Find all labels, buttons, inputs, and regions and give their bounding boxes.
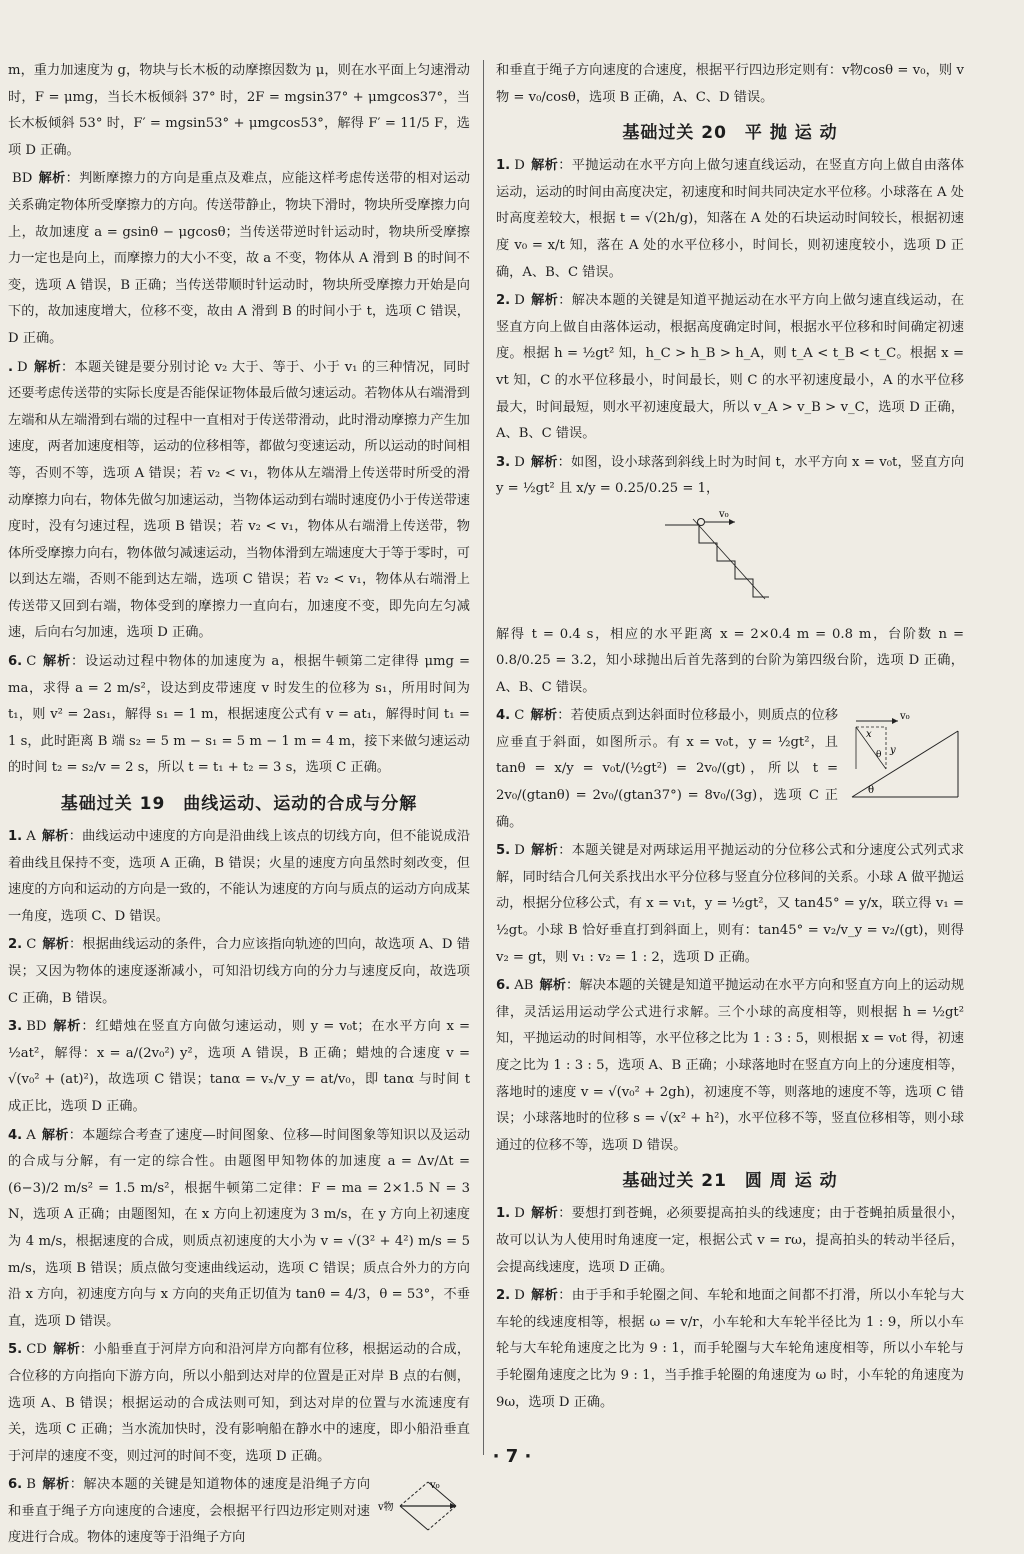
- items-b: [8, 824, 470, 1552]
- answer-item: . D 解析：本题关键是要分别讨论 v₂ 大于、等于、小于 v₁ 的三种情况，同时还要考虑传送带的实际长度是否能保证物体最后做匀速运动。若物体从右端滑到左端和从左端滑到右端的过程中一直相对于传送带滑动，此时滑动摩擦力产生加速度，两者加速度相等，运动的位移相等，都做匀变速运动，所以运动的时间相等，否则不等，选项 A 错误；若 v₂ < v₁，物体从左端滑上传送带时所受的滑动摩擦力向右，物体先做匀加速运动，当物体运动到右端时速度仍小于传送带速度时，没有匀速过程，选项 B 错误；若 v₂ < v₁，物体从右端滑上传送带，物体所受摩擦力向右，物体做匀减速运动，当物体滑到左端速度大于等于零时，可以到达左端，否则不能到达左端，选项 C 错误；若 v₂ < v₁，物体从右端滑上传送带又回到右端，物体受到的摩擦力一直向右，加速度不变，即先向左匀减速，后向右匀加速，选项 D 正确。: [8, 359, 471, 641]
- answer-item: v₀ x y θ θ 4. C 解析：若使质点到达斜面时位移最小，则质点的位移应垂直于斜面，如图所示。有 x = v₀t，y = ½gt²，且 tanθ = x/y = v₀t/(½gt²) = 2v₀/(gt)，所以 t = 2v₀/(gtanθ) = 2v₀/(gtan37°) = 8v₀/(3g)，选项 C 正确。: [496, 703, 964, 836]
- rope-velocity-figure: [378, 1476, 470, 1536]
- answer-item: 6. C 解析：设运动过程中物体的加速度为 a，根据牛顿第二定律得 μmg = ma，求得 a = 2 m/s²，设达到皮带速度 v 时发生的位移为 s₁，所用时间为 t₁，则 v² = 2as₁，解得 s₁ = 1 m，根据速度公式有 v = at₁，解得时间 t₁ = 1 s，此时距离 B 端 s₂ = 5 m − s₁ = 5 m − 1 m = 4 m，接下来做匀速运动的时间 t₂ = s₂/v = 2 s，所以 t = t₁ + t₂ = 3 s，选项 C 正确。: [8, 654, 471, 776]
- answer-item: 2. D 解析：解决本题的关键是知道平抛运动在水平方向上做匀速直线运动，在竖直方向上做自由落体运动，根据高度确定时间，根据水平位移和时间确定初速度。根据 h = ½gt² 知，h_C > h_B > h_A，则 t_A < t_B < t_C。根据 x = vt 知，C 的水平位移最小，时间最长，则 C 的水平初速度最小，A 的水平位移最大，时间最短，则水平初速度最大，所以 v_A > v_B > v_C，选项 D 正确，A、B、C 错误。: [496, 293, 965, 442]
- answer-item: 3. D 解析：如图，设小球落到斜线上时为时间 t，水平方向 x = v₀t，竖直方向 y = ½gt² 且 x/y = 0.25/0.25 = 1，: [496, 454, 965, 497]
- incline-figure: [846, 707, 964, 803]
- svg-text:x: x: [866, 729, 872, 741]
- answer-item: 6. AB 解析：解决本题的关键是知道平抛运动在水平方向和竖直方向上的运动规律，灵活运用运动学公式进行求解。三个小球的高度相等，则根据 h = ½gt² 知，平抛运动的时间相等，水平位移之比为 1 : 3 : 5，则根据 x = v₀t 得，初速度之比为 1 : 3 : 5，选项 A、B 正确；小球落地时在竖直方向上的分速度相等，落地时的速度 v = √(v₀² + 2gh)，初速度不等，则落地的速度不等，选项 C 错误；小球落地时的位移 s = √(x² + h²)，水平位移不等，竖直位移相等，则小球通过的位移不等，选项 D 错误。: [496, 978, 965, 1153]
- answer-item: 1. D 解析：要想打到苍蝇，必须要提高拍头的线速度；由于苍蝇拍质量很小，故可以认为人使用时角速度一定，根据公式 v = rω，提高拍头的转动半径后，会提高线速度，选项 D 正确。: [496, 1206, 965, 1275]
- continued-paragraph: 和垂直于绳子方向速度的合速度，根据平行四边形定则有：v物cosθ = v₀，则 v物 = v₀/cosθ，选项 B 正确，A、C、D 错误。: [496, 63, 964, 105]
- section-title-21: 基础过关 21 圆 周 运 动: [622, 1171, 838, 1192]
- svg-text:y: y: [890, 745, 896, 757]
- intro-paragraph: m，重力加速度为 g，物块与长木板的动摩擦因数为 μ，则在水平面上匀速滑动时，F = μmg，当长木板倾斜 37° 时，2F = mgsin37° + μmgcos37°，当长木板倾斜 53° 时，F′ = mgsin53° + μmgcos53°，解得 F′ = 11/5 F，选项 D 正确。: [8, 63, 470, 158]
- right-column: [496, 58, 964, 1418]
- answer-item: BD 解析：判断摩擦力的方向是重点及难点，应能这样考虑传送带的相对运动关系确定物体所受摩擦力的方向。传送带静止，物块下滑时，物块所受摩擦力向上，故加速度 a = gsinθ − μgcosθ；当传送带逆时针运动时，物块所受摩擦力一定也是向上，而摩擦力的大小不变，故 a 不变，物体从 A 滑到 B 的时间不变，选项 A 错误，B 正确；当传送带顺时针运动时，物块所受摩擦力开始是向下的，故加速度增大，位移不变，故由 A 滑到 B 的时间小于 t，选项 C 错误，D 正确。: [8, 171, 471, 346]
- items-c: [496, 153, 964, 1159]
- answer-item: 1. A 解析：曲线运动中速度的方向是沿曲线上该点的切线方向，但不能说成沿着曲线且保持不变，选项 A 正确，B 错误；火星的速度方向虽然时刻改变，但速度的方向和运动的方向是一致的，不能认为速度的方向与质点的运动方向成某一角度，选项 C、D 错误。: [8, 829, 471, 924]
- svg-text:v物: v物: [378, 1502, 394, 1514]
- answer-item: 1. D 解析：平抛运动在水平方向上做匀速直线运动，在竖直方向上做自由落体运动，运动的时间由高度决定，初速度和时间共同决定水平位移。小球落在 A 处时高度差较大，根据 t = √(2h/g)，知落在 A 处的石块运动时间较长，根据初速度 v₀ = x/t 知，落在 A 处的水平位移小，时间长，则初速度较小，选项 D 正确，A、B、C 错误。: [496, 158, 965, 280]
- column-divider: [483, 60, 484, 1455]
- answer-item: v₀ v物 6. B 解析：解决本题的关键是知道物体的速度是沿绳子方向和垂直于绳子方向速度的合速度，会根据平行四边形定则对速度进行合成。物体的速度等于沿绳子方向: [8, 1472, 470, 1552]
- stairs-figure: [665, 507, 795, 607]
- answer-item: 5. D 解析：本题关键是对两球运用平抛运动的分位移公式和分速度公式列式求解，同时结合几何关系找出水平分位移与竖直分位移间的关系。小球 A 做平抛运动，根据分位移公式，有 x = v₁t，y = ½gt²，又 tan45° = y/x，联立得 v₁ = ½gt。小球 B 恰好垂直打到斜面上，则有：tan45° = v₂/v_y = v₂/(gt)，则得 v₂ = gt，则 v₁ : v₂ = 1 : 2，选项 D 正确。: [496, 843, 965, 965]
- svg-text:v₀: v₀: [900, 711, 910, 723]
- svg-text:θ: θ: [876, 750, 882, 761]
- svg-text:v₀: v₀: [430, 1480, 440, 1492]
- items-d: [496, 1201, 964, 1416]
- svg-text:θ: θ: [868, 785, 875, 797]
- section-title-19: 基础过关 19 曲线运动、运动的合成与分解: [60, 794, 418, 815]
- answer-item: 解得 t = 0.4 s，相应的水平距离 x = 2×0.4 m = 0.8 m，台阶数 n = 0.8/0.25 = 3.2，知小球抛出后首先落到的台阶为第四级台阶，选项 D 正确，A、B、C 错误。: [496, 626, 964, 695]
- items-a: [8, 166, 470, 782]
- stairs-figure-wrap: [496, 507, 964, 618]
- page-number: · 7 ·: [492, 1446, 532, 1467]
- answer-item: 2. C 解析：根据曲线运动的条件，合力应该指向轨迹的凹向，故选项 A、D 错误；又因为物体的速度逐渐减小，可知沿切线方向的分力与速度反向，故选项 C 正确，B 错误。: [8, 937, 470, 1006]
- answer-item: 4. A 解析：本题综合考查了速度—时间图象、位移—时间图象等知识以及运动的合成与分解，有一定的综合性。由题图甲知物体的加速度 a = Δv/Δt = (6−3)/2 m/s² = 1.5 m/s²，根据牛顿第二定律：F = ma = 2×1.5 N = 3 N，选项 A 正确；由题图知，在 x 方向上初速度为 3 m/s，在 y 方向上初速度为 4 m/s，根据速度的合成，则质点初速度的大小为 v = √(3² + 4²) m/s = 5 m/s，选项 B 错误；质点做匀变速曲线运动，选项 C 错误；质点合外力的方向沿 x 方向，初速度方向与 x 方向的夹角正切值为 tanθ = 4/3，θ = 53°，不垂直，选项 D 错误。: [8, 1127, 471, 1329]
- answer-item: 5. CD 解析：小船垂直于河岸方向和沿河岸方向都有位移，根据运动的合成，合位移的方向指向下游方向，所以小船到达对岸的位置是正对岸 B 点的右侧，选项 A、B 错误；根据运动的合成法则可知，到达对岸的位置与水流速度有关，选项 C 正确；当水流加快时，没有影响船在静水中的速度，即小船沿垂直于河岸的速度不变，则过河的时间不变，选项 D 正确。: [8, 1342, 471, 1464]
- left-column: [8, 58, 470, 1554]
- answer-item: 3. BD 解析：红蜡烛在竖直方向做匀速运动，则 y = v₀t；在水平方向 x = ½at²，解得：x = a/(2v₀²) y²，选项 A 错误，B 正确；蜡烛的合速度 v = √(v₀² + (at)²)，故选项 C 错误；tanα = vₓ/v_y = at/v₀，即 tanα 与时间 t 成正比，选项 D 正确。: [8, 1019, 471, 1114]
- section-title-20: 基础过关 20 平 抛 运 动: [622, 123, 838, 144]
- answer-item: 2. D 解析：由于手和手轮圈之间、车轮和地面之间都不打滑，所以小车轮与大车轮的线速度相等，根据 ω = v/r，小车轮和大车轮半径比为 1 : 9，所以小车轮与大车轮角速度之比为 9 : 1，而手轮圈与大车轮角速度相等，所以小车轮与手轮圈角速度之比为 9 : 1，当手推手轮圈的角速度为 ω 时，小车轮的角速度为 9ω，选项 D 正确。: [496, 1288, 965, 1410]
- svg-text:v₀: v₀: [719, 508, 729, 520]
